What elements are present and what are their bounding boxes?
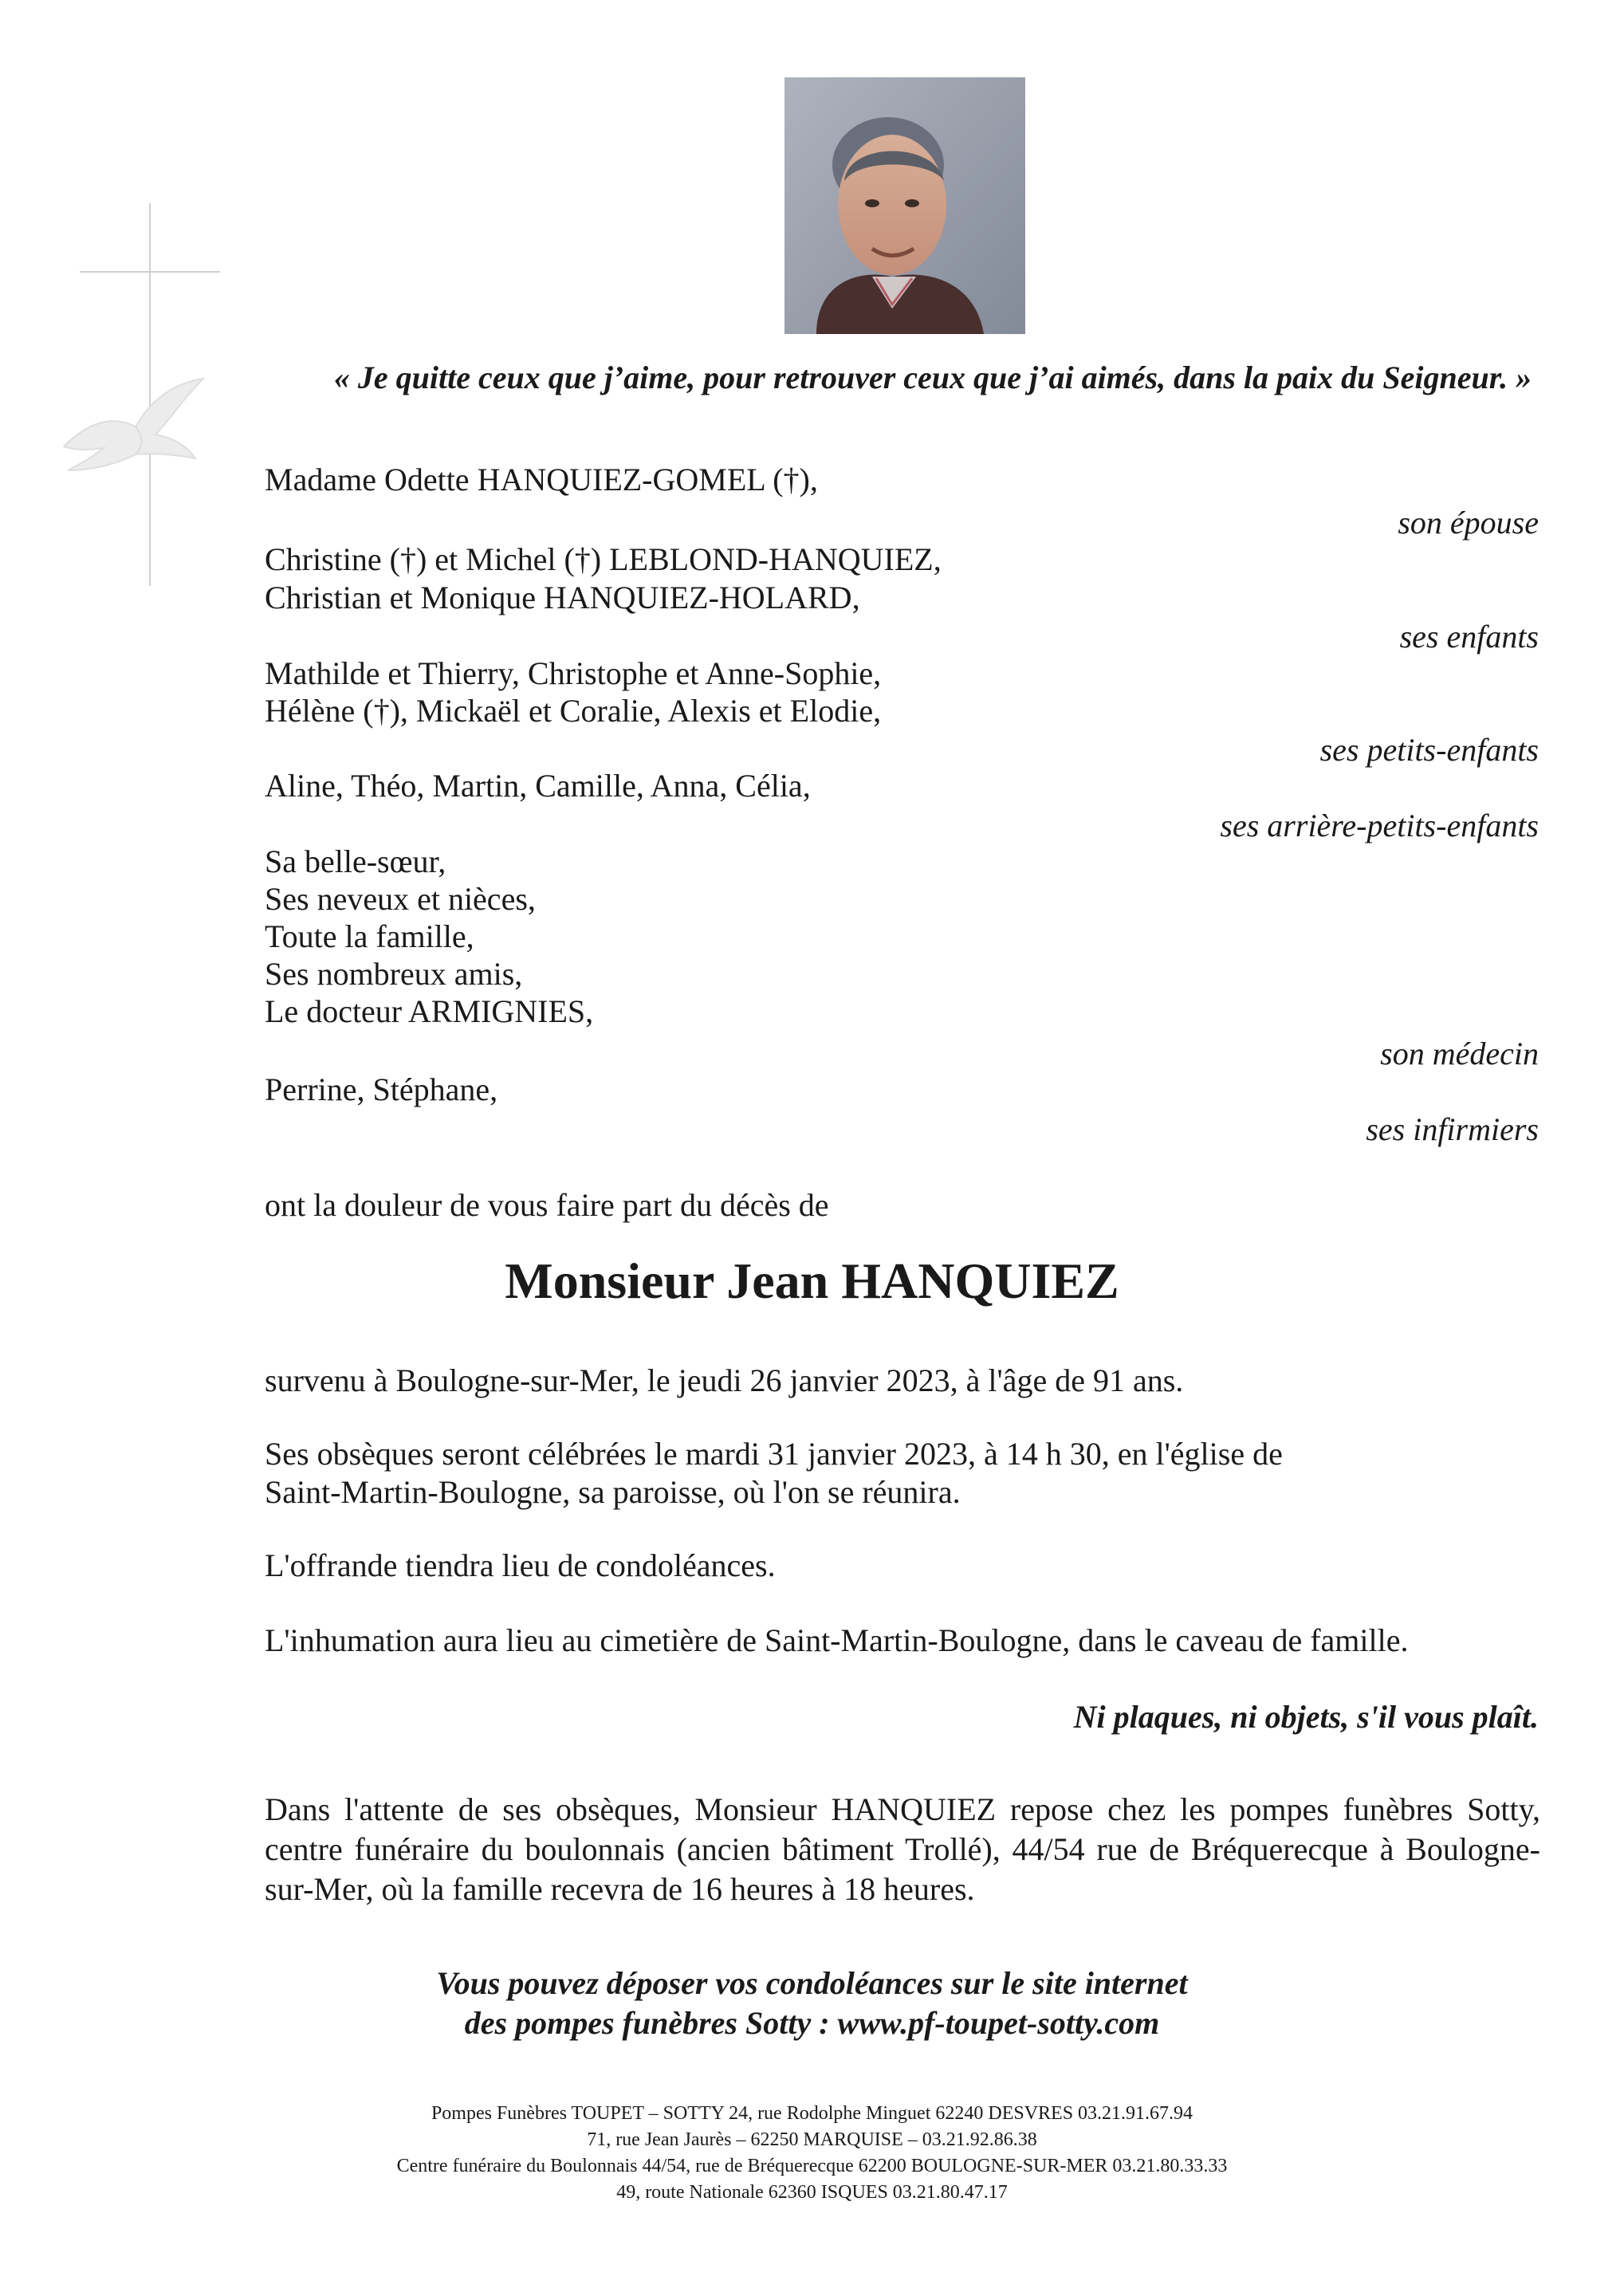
funeral-line-2: Saint-Martin-Boulogne, sa paroisse, où l'on se réunira. bbox=[265, 1474, 961, 1510]
offering-text: L'offrande tiendra lieu de condoléances. bbox=[265, 1547, 776, 1583]
family-line-doctor: Le docteur ARMIGNIES, bbox=[265, 993, 594, 1029]
relation-great-grandchildren: ses arrière-petits-enfants bbox=[1220, 808, 1539, 843]
family-line-great-grandchildren: Aline, Théo, Martin, Camille, Anna, Célia, bbox=[265, 768, 811, 804]
relation-spouse: son épouse bbox=[1398, 505, 1539, 541]
family-line-children-2: Christian et Monique HANQUIEZ-HOLARD, bbox=[265, 580, 860, 615]
relation-children: ses enfants bbox=[1399, 619, 1539, 655]
family-line-grandchildren-2: Hélène (†), Mickaël et Coralie, Alexis et Elodie, bbox=[265, 693, 882, 729]
relation-grandchildren: ses petits-enfants bbox=[1319, 732, 1539, 768]
funeral-line-1: Ses obsèques seront célébrées le mardi 31 janvier 2023, à 14 h 30, en l'église de bbox=[265, 1436, 1283, 1472]
quote-text: « Je quitte ceux que j’aime, pour retrouver ceux que j’ai aimés, dans la paix du Seigneur. » bbox=[333, 360, 1532, 395]
family-line-other-1: Sa belle-sœur, bbox=[265, 843, 446, 879]
cross-horizontal-line bbox=[80, 271, 220, 273]
footer-line-4: 49, route Nationale 62360 ISQUES 03.21.80.47.17 bbox=[616, 2182, 1008, 2203]
dove-icon bbox=[56, 351, 207, 502]
family-line-grandchildren-1: Mathilde et Thierry, Christophe et Anne-Sophie, bbox=[265, 655, 882, 691]
family-line-other-3: Toute la famille, bbox=[265, 918, 474, 954]
family-line-other-4: Ses nombreux amis, bbox=[265, 956, 523, 992]
footer-line-3: Centre funéraire du Boulonnais 44/54, rue de Bréquerecque 62200 BOULOGNE-SUR-MER 03.21.80.33.33 bbox=[396, 2156, 1228, 2176]
condolences-line-2: des pompes funèbres Sotty : www.pf-toupet-sotty.com bbox=[464, 2005, 1160, 2041]
relation-doctor: son médecin bbox=[1380, 1036, 1539, 1071]
footer-line-1: Pompes Funèbres TOUPET – SOTTY 24, rue Rodolphe Minguet 62240 DESVRES 03.21.91.67.94 bbox=[431, 2103, 1193, 2124]
relation-nurses: ses infirmiers bbox=[1366, 1111, 1539, 1147]
wish-text: Ni plaques, ni objets, s'il vous plaît. bbox=[1073, 1699, 1539, 1735]
family-line-other-2: Ses neveux et nièces, bbox=[265, 881, 536, 917]
reposing-paragraph: Dans l'attente de ses obsèques, Monsieur HANQUIEZ repose chez les pompes funèbres Sotty, centre funéraire du boulonnais (ancien bâtiment Trollé), 44/54 rue de Bréquerecque à Boulogne-sur-Mer, où la famille recevra de 16 heures à 18 heures. bbox=[265, 1791, 1540, 1907]
family-line-nurses: Perrine, Stéphane, bbox=[265, 1071, 498, 1107]
footer-line-2: 71, rue Jean Jaurès – 62250 MARQUISE – 03.21.92.86.38 bbox=[587, 2129, 1037, 2150]
condolences-line-1: Vous pouvez déposer vos condoléances sur le site internet bbox=[436, 1965, 1188, 2001]
burial-text: L'inhumation aura lieu au cimetière de Saint-Martin-Boulogne, dans le caveau de famille. bbox=[265, 1622, 1409, 1658]
announcement-text: ont la douleur de vous faire part du décès de bbox=[265, 1187, 829, 1223]
death-details: survenu à Boulogne-sur-Mer, le jeudi 26 janvier 2023, à l'âge de 91 ans. bbox=[265, 1362, 1184, 1398]
portrait-photo bbox=[784, 77, 1025, 334]
family-line-spouse: Madame Odette HANQUIEZ-GOMEL (†), bbox=[265, 462, 818, 497]
family-line-children-1: Christine (†) et Michel (†) LEBLOND-HANQUIEZ, bbox=[265, 541, 942, 577]
deceased-name: Monsieur Jean HANQUIEZ bbox=[505, 1252, 1119, 1309]
